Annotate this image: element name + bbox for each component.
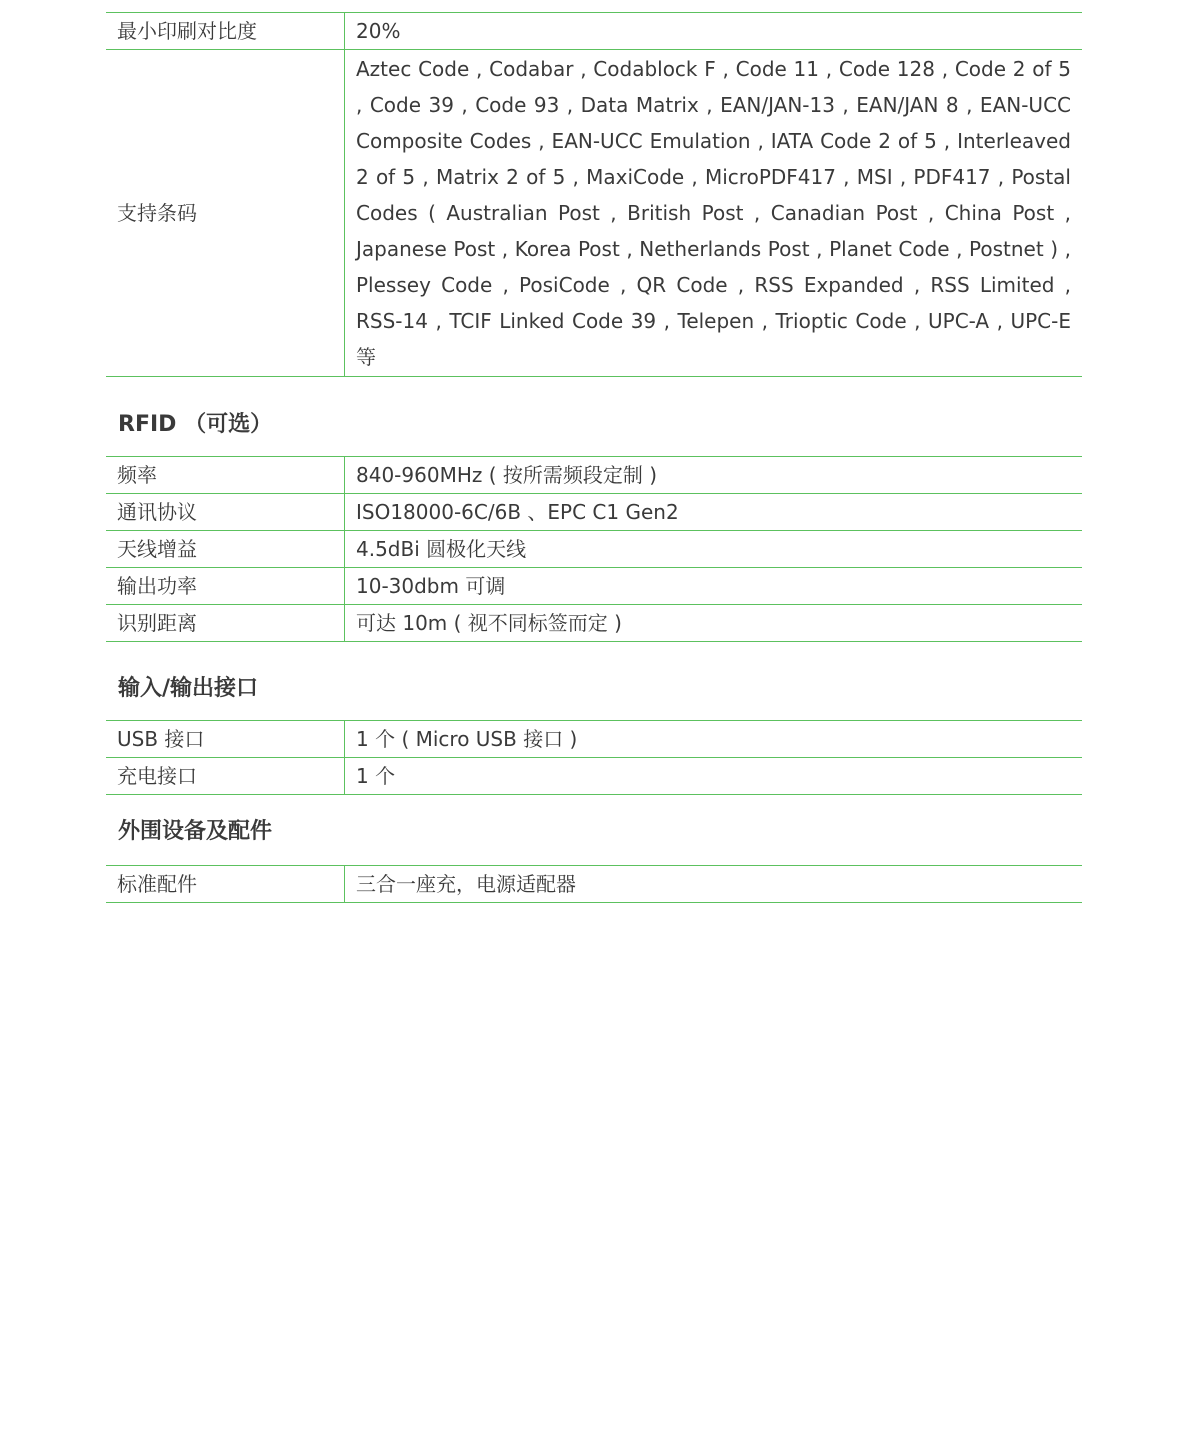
accessories-section-title: 外围设备及配件 bbox=[118, 819, 273, 844]
table-row bbox=[106, 50, 1082, 377]
table-row bbox=[106, 866, 1082, 903]
table-row bbox=[106, 13, 1082, 50]
barcode-spec-table bbox=[106, 12, 1082, 377]
spec-label: 标准配件 bbox=[106, 866, 345, 903]
spec-value: 4.5dBi 圆极化天线 bbox=[345, 531, 1083, 568]
spec-label: 充电接口 bbox=[106, 758, 345, 795]
spec-value: 840-960MHz ( 按所需频段定制 ) bbox=[345, 457, 1083, 494]
spec-label: 天线增益 bbox=[106, 531, 345, 568]
io-spec-table bbox=[106, 720, 1082, 795]
table-row bbox=[106, 758, 1082, 795]
accessories-spec-table bbox=[106, 865, 1082, 903]
spec-value: 1 个 bbox=[345, 758, 1083, 795]
spec-label: 支持条码 bbox=[106, 50, 345, 377]
spec-value: 可达 10m ( 视不同标签而定 ) bbox=[345, 605, 1083, 642]
spec-label: 识别距离 bbox=[106, 605, 345, 642]
rfid-spec-table bbox=[106, 456, 1082, 642]
spec-value: 20% bbox=[345, 13, 1083, 50]
spec-value: 三合一座充，电源适配器 bbox=[345, 866, 1083, 903]
spec-label: 最小印刷对比度 bbox=[106, 13, 345, 50]
spec-label: 输出功率 bbox=[106, 568, 345, 605]
table-row bbox=[106, 721, 1082, 758]
table-row bbox=[106, 457, 1082, 494]
table-row bbox=[106, 531, 1082, 568]
rfid-section-title: RFID （可选） bbox=[118, 412, 273, 437]
table-row bbox=[106, 568, 1082, 605]
spec-label: USB 接口 bbox=[106, 721, 345, 758]
spec-label: 通讯协议 bbox=[106, 494, 345, 531]
table-row bbox=[106, 605, 1082, 642]
spec-sheet bbox=[106, 12, 1082, 903]
spec-value: 10-30dbm 可调 bbox=[345, 568, 1083, 605]
supported-barcodes-value: Aztec Code , Codabar , Codablock F , Code 11 , Code 128 , Code 2 of 5 , Code 39 , Code 93 , Data Matrix , EAN/JAN-13 , EAN/JAN 8 , EAN-UCC Composite Codes , EAN-UCC Emulation , IATA Code 2 of 5 , Interleaved 2 of 5 , Matrix 2 of 5 , MaxiCode , MicroPDF417 , MSI , PDF417 , Postal Codes ( Australian Post , British Post , Canadian Post , China Post , Japanese Post , Korea Post , Netherlands Post , Planet Code , Postnet ) , Plessey Code , PosiCode , QR Code , RSS Expanded , RSS Limited , RSS-14 , TCIF Linked Code 39 , Telepen , Trioptic Code , UPC-A , UPC-E 等 bbox=[345, 50, 1083, 377]
spec-label: 频率 bbox=[106, 457, 345, 494]
table-row bbox=[106, 494, 1082, 531]
spec-value: ISO18000-6C/6B 、EPC C1 Gen2 bbox=[345, 494, 1083, 531]
spec-value: 1 个 ( Micro USB 接口 ) bbox=[345, 721, 1083, 758]
io-section-title: 输入/输出接口 bbox=[118, 676, 259, 701]
